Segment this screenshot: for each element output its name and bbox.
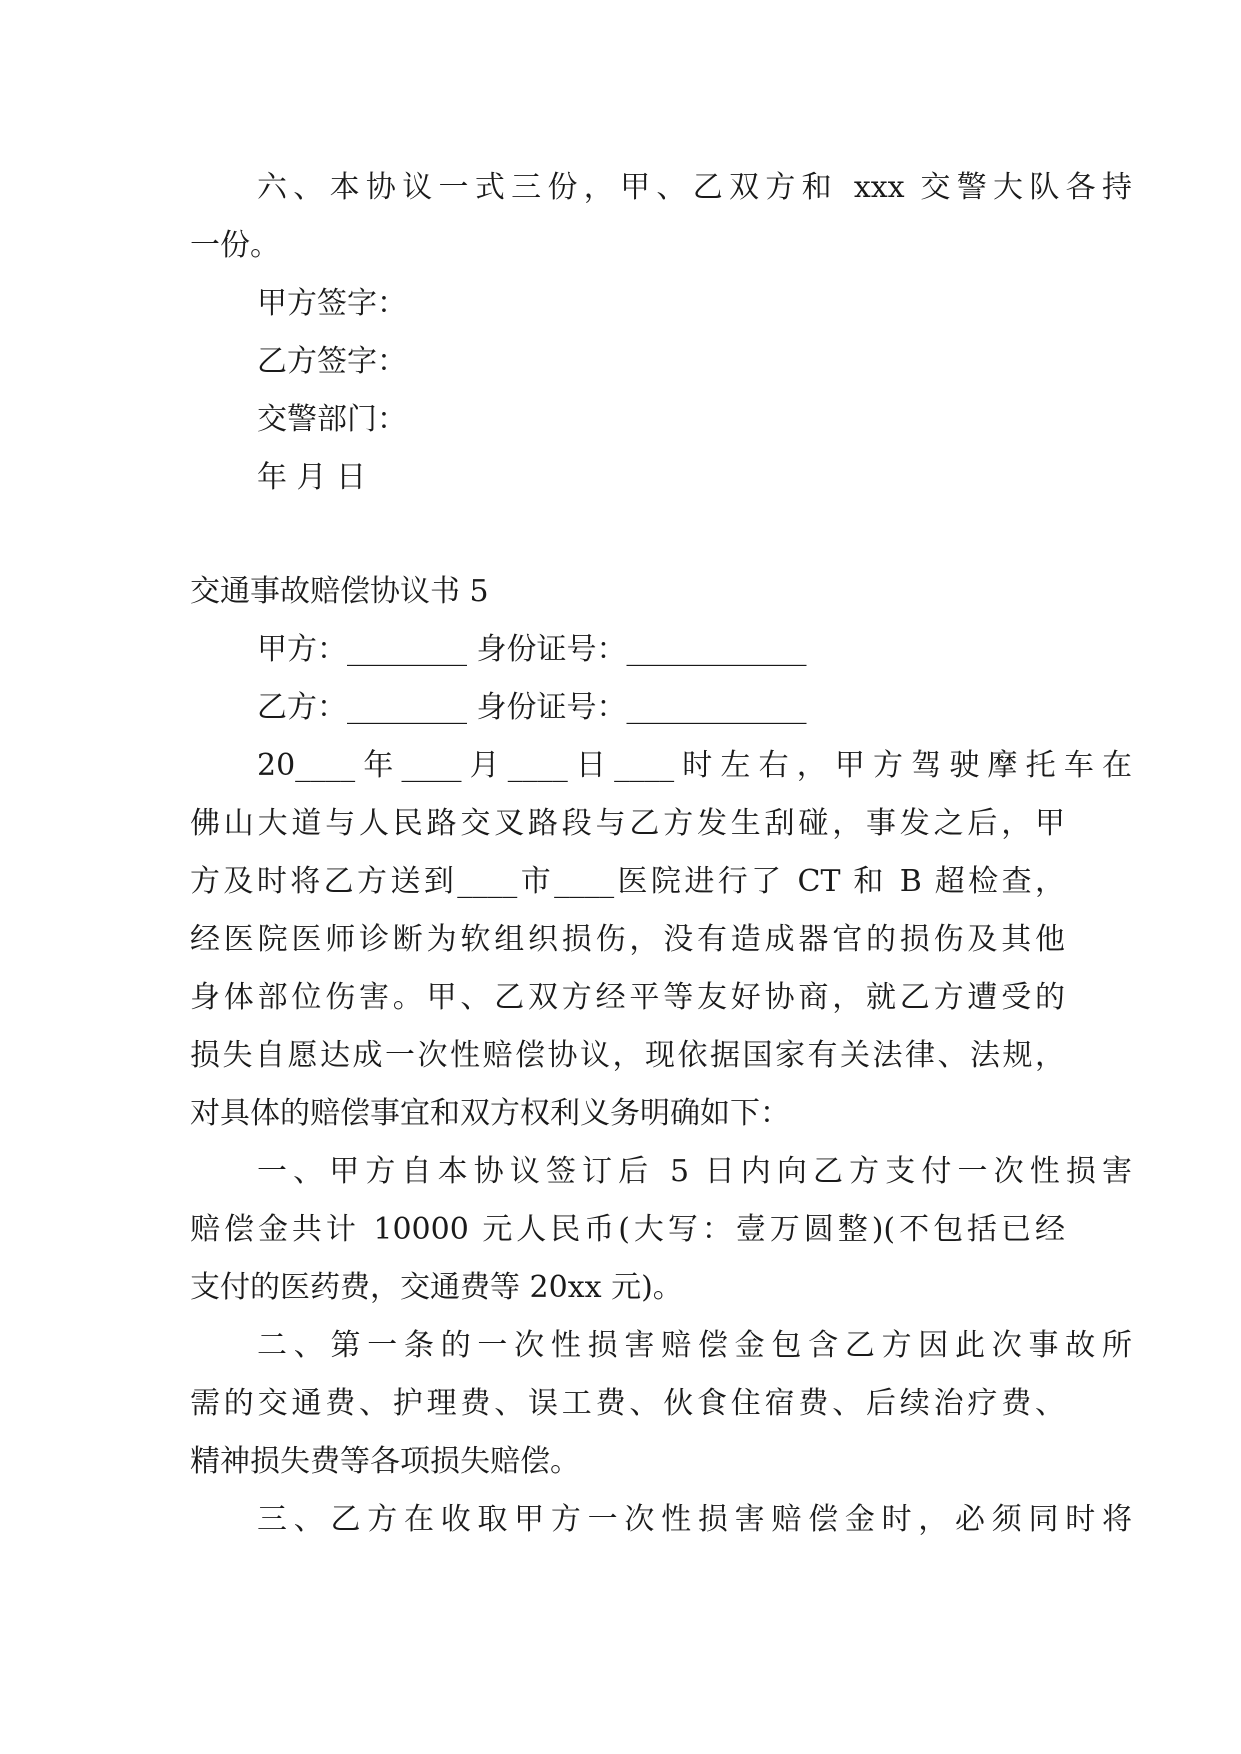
date-label: 年 月 日 [257, 460, 367, 495]
party-b-line: 乙方：________ 身份证号：____________ [257, 690, 807, 725]
clause-six-line-1: 六、本协议一式三份，甲、乙双方和 xxx 交警大队各持 [257, 170, 1132, 205]
party-b-signature-label: 乙方签字： [257, 344, 407, 379]
intro-line-3: 方及时将乙方送到____市____医院进行了 CT 和 B 超检查， [190, 864, 1065, 899]
clause-two-line-2: 需的交通费、护理费、误工费、伙食住宿费、后续治疗费、 [190, 1386, 1065, 1421]
party-a-line: 甲方：________ 身份证号：____________ [257, 632, 807, 667]
clause-three-line-1: 三、乙方在收取甲方一次性损害赔偿金时，必须同时将 [257, 1502, 1132, 1537]
party-a-signature-label: 甲方签字： [257, 286, 407, 321]
agreement-title: 交通事故赔偿协议书 5 [190, 574, 489, 609]
clause-one-line-3: 支付的医药费，交通费等 20xx 元)。 [190, 1270, 683, 1305]
clause-six-line-2: 一份。 [190, 228, 280, 263]
intro-line-2: 佛山大道与人民路交叉路段与乙方发生刮碰，事发之后，甲 [190, 806, 1065, 841]
intro-line-6: 损失自愿达成一次性赔偿协议，现依据国家有关法律、法规， [190, 1038, 1065, 1073]
intro-line-5: 身体部位伤害。甲、乙双方经平等友好协商，就乙方遭受的 [190, 980, 1065, 1015]
clause-two-line-1: 二、第一条的一次性损害赔偿金包含乙方因此次事故所 [257, 1328, 1132, 1363]
clause-two-line-3: 精神损失费等各项损失赔偿。 [190, 1444, 580, 1479]
intro-line-1: 20____年____月____日____时左右，甲方驾驶摩托车在 [257, 748, 1132, 783]
clause-one-line-2: 赔偿金共计 10000 元人民币(大写：壹万圆整)(不包括已经 [190, 1212, 1065, 1247]
intro-line-4: 经医院医师诊断为软组织损伤，没有造成器官的损伤及其他 [190, 922, 1065, 957]
intro-line-7: 对具体的赔偿事宜和双方权利义务明确如下： [190, 1096, 790, 1131]
traffic-police-label: 交警部门： [257, 402, 407, 437]
clause-one-line-1: 一、甲方自本协议签订后 5 日内向乙方支付一次性损害 [257, 1154, 1132, 1189]
